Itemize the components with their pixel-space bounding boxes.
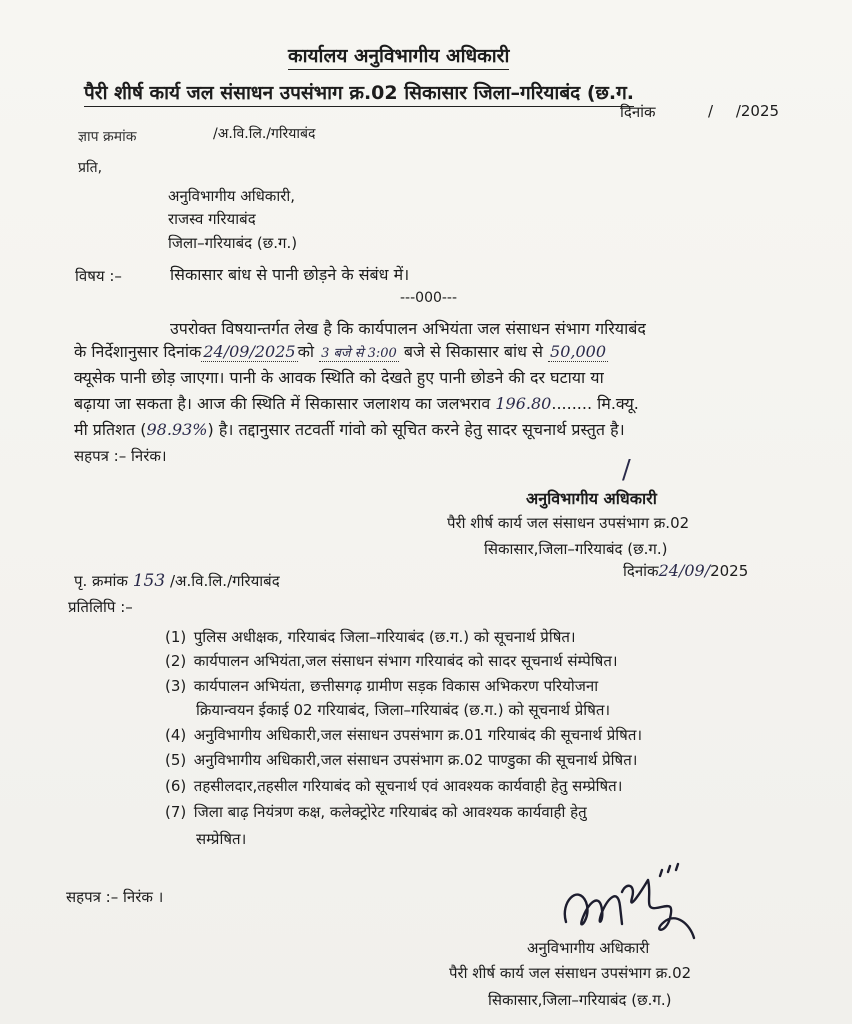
enclosure-2: सहपत्र :– निरंक । — [66, 888, 164, 906]
copy-item-num: (5) — [165, 751, 187, 769]
initial-mark: / — [622, 455, 631, 485]
sig2-line2: पैरी शीर्ष कार्य जल संसाधन उपसंभाग क्र.02 — [449, 964, 692, 982]
copy-item-text: कार्यपालन अभियंता, छत्तीसगढ़ ग्रामीण सड़क विकास अभिकरण परियोजना — [193, 677, 599, 695]
sig1-line3: सिकासार,जिला–गरियाबंद (छ.ग.) — [484, 540, 668, 558]
copy-item-text: कार्यपालन अभियंता,जल संसाधन संभाग गरियाबंद को सादर सूचनार्थ संम्पेषित। — [193, 652, 618, 670]
handwritten-signature — [556, 862, 706, 950]
body-line-2-c: बजे से सिकासार बांध से — [403, 342, 543, 361]
handwritten-level: 196.80 — [495, 394, 552, 413]
sig1-line2: पैरी शीर्ष कार्य जल संसाधन उपसंभाग क्र.02 — [447, 514, 690, 532]
body-line-4 — [74, 392, 639, 414]
body-line-2-a: के निर्देशानुसार दिनांक — [74, 342, 202, 361]
copy-item-7-cont: सम्प्रेषित। — [196, 830, 247, 848]
copy-item-text: जिला बाढ़ नियंत्रण कक्ष, कलेक्ट्रोरेट गरियाबंद को आवश्यक कार्यवाही हेतु — [193, 803, 587, 821]
ref-value: /अ.वि.लि./गरियाबंद — [213, 126, 316, 142]
body-line-5-a: मी प्रतिशत ( — [74, 420, 147, 439]
body-line-4-b: ........ मि.क्यू. — [551, 394, 639, 413]
body-line-5 — [74, 418, 625, 440]
copy-date-value: 24/09/ — [658, 561, 711, 580]
date-blank: / /2025 — [708, 102, 780, 120]
handwritten-flow: 50,000 — [550, 342, 606, 361]
copy-heading: प्रतिलिपि :– — [68, 598, 133, 616]
copy-item-7 — [165, 802, 587, 822]
sig2-title: अनुविभागीय अधिकारी — [527, 939, 650, 957]
copy-item-2 — [165, 651, 618, 671]
copy-date-label: दिनांक — [623, 562, 659, 580]
copy-item-4 — [165, 725, 642, 745]
copy-date — [623, 561, 748, 581]
copy-item-text: पुलिस अधीक्षक, गरियाबंद जिला–गरियाबंद (छ.ग.) को सूचनार्थ प्रेषित। — [193, 628, 576, 646]
copy-item-text: तहसीलदार,तहसील गरियाबंद को सूचनार्थ एवं आवश्यक कार्यवाही हेतु सम्प्रेषित। — [193, 777, 623, 795]
subject-label: विषय :– — [75, 267, 122, 285]
subject-text: सिकासार बांध से पानी छोड़ने के संबंध में। — [170, 265, 410, 284]
copy-ref-number: 153 — [132, 571, 166, 591]
ref-label: ज्ञाप क्रमांक — [78, 129, 137, 145]
body-line-5-b: ) है। तद्दानुसार तटवर्ती गांवो को सूचित करने हेतु सादर सूचनार्थ प्रस्तुत है। — [207, 420, 625, 439]
handwritten-percent: 98.93% — [146, 420, 208, 439]
copy-item-text: अनुविभागीय अधिकारी,जल संसाधन उपसंभाग क्र.02 पाण्डुका की सूचनार्थ प्रेषित। — [193, 751, 638, 769]
body-line-2 — [74, 340, 608, 362]
copy-item-num: (6) — [165, 777, 187, 795]
handwritten-time: 3 बजे से 3:00 — [319, 343, 399, 362]
copy-item-text: अनुविभागीय अधिकारी,जल संसाधन उपसंभाग क्र.01 गरियाबंद की सूचनार्थ प्रेषित। — [193, 726, 643, 744]
copy-item-num: (4) — [165, 726, 187, 744]
copy-item-3-cont: क्रियान्वयन ईकाई 02 गरियाबंद, जिला–गरियाबंद (छ.ग.) को सूचनार्थ प्रेषित। — [196, 701, 611, 719]
copy-date-year: 2025 — [710, 562, 749, 580]
copy-item-6 — [165, 776, 622, 796]
copy-item-5 — [165, 750, 637, 770]
body-line-1: उपरोक्त विषयान्तर्गत लेख है कि कार्यपालन अभियंता जल संसाधन संभाग गरियाबंद — [170, 319, 646, 338]
copy-ref-rest: /अ.वि.लि./गरियाबंद — [169, 572, 280, 590]
handwritten-date: 24/09/2025 — [203, 342, 296, 361]
office-subtitle: पैरी शीर्ष कार्य जल संसाधन उपसंभाग क्र.02 सिकासार जिला–गरियाबंद (छ.ग. — [84, 79, 634, 107]
separator: ---000--- — [400, 290, 458, 306]
office-title: कार्यालय अनुविभागीय अधिकारी — [288, 42, 509, 70]
to-line-1: अनुविभागीय अधिकारी, — [168, 187, 296, 205]
body-line-4-a: बढ़ाया जा सकता है। आज की स्थिति में सिकासार जलाशय का जलभराव — [74, 394, 491, 413]
body-line-2-b: को — [297, 342, 314, 361]
copy-item-num: (7) — [165, 803, 187, 821]
date-label: दिनांक — [620, 103, 656, 121]
copy-ref — [74, 571, 280, 591]
to-line-3: जिला–गरियाबंद (छ.ग.) — [168, 234, 298, 252]
copy-item-num: (3) — [165, 677, 187, 695]
body-line-3: क्यूसेक पानी छोड़ जाएगा। पानी के आवक स्थिति को देखते हुए पानी छोडने की दर घटाया या — [74, 368, 604, 387]
sig1-title: अनुविभागीय अधिकारी — [526, 489, 657, 508]
copy-item-num: (2) — [165, 652, 187, 670]
copy-item-num: (1) — [165, 628, 187, 646]
copy-item-1 — [165, 627, 576, 647]
sig2-line3: सिकासार,जिला–गरियाबंद (छ.ग.) — [488, 991, 672, 1009]
copy-ref-label: पृ. क्रमांक — [74, 572, 128, 590]
enclosure-1: सहपत्र :– निरंक। — [74, 447, 167, 465]
copy-item-3 — [165, 676, 598, 696]
to-line-2: राजस्व गरियाबंद — [168, 210, 256, 228]
to-prefix: प्रति, — [78, 160, 103, 176]
